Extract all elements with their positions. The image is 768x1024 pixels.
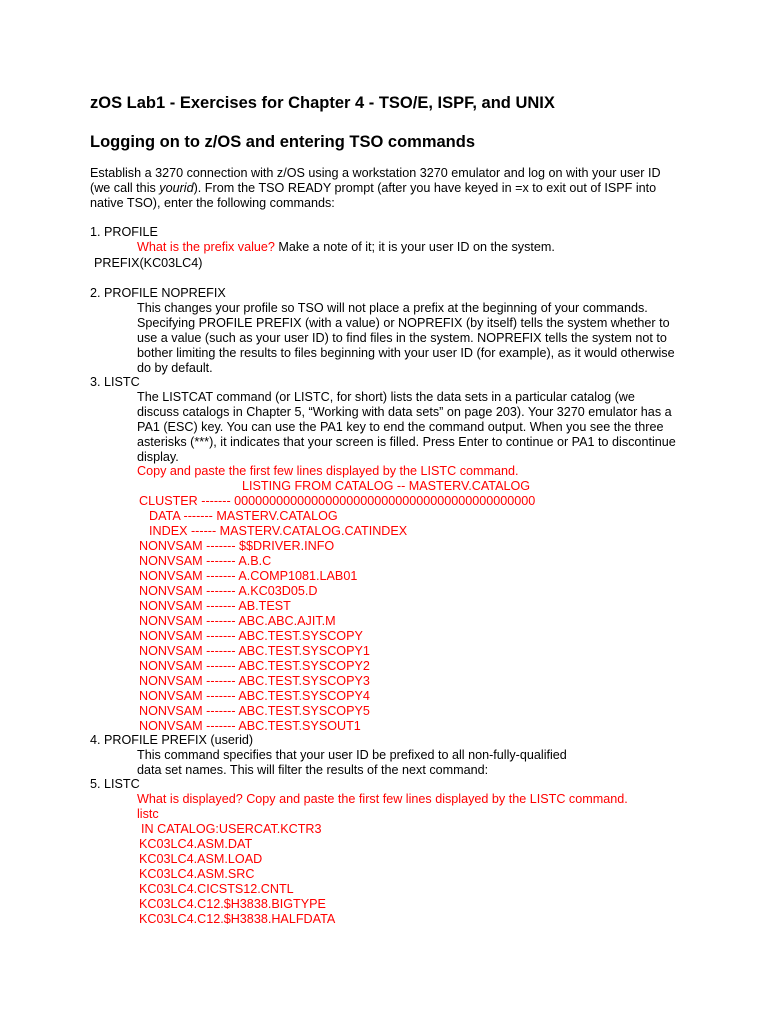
step-4-line: data set names. This will filter the results of the next command:	[137, 763, 489, 777]
dataset-item: KC03LC4.CICSTS12.CNTL	[139, 882, 294, 896]
listing-cluster: CLUSTER ------- 0000000000000000000000000000000000000000000	[139, 494, 536, 508]
step-3-line: discuss catalogs in Chapter 5, “Working with data sets” on page 203). Your 3270 emulator has a	[137, 405, 672, 419]
listing-nonvsam: NONVSAM ------- ABC.TEST.SYSCOPY3	[139, 674, 370, 688]
intro-line-3: native TSO), enter the following commands:	[90, 196, 335, 210]
step-3-heading: 3. LISTC	[90, 375, 140, 389]
listing-nonvsam: NONVSAM ------- AB.TEST	[139, 599, 291, 613]
listing-nonvsam: NONVSAM ------- A.COMP1081.LAB01	[139, 569, 358, 583]
step-5-heading: 5. LISTC	[90, 777, 140, 791]
step-3-instruction: Copy and paste the first few lines displayed by the LISTC command.	[137, 464, 519, 478]
step-2-line: use a value (such as your user ID) to find files in the system. NOPREFIX tells the system not to	[137, 331, 667, 345]
step-4-line: This command specifies that your user ID be prefixed to all non-fully-qualified	[137, 748, 567, 762]
listing-nonvsam: NONVSAM ------- ABC.ABC.AJIT.M	[139, 614, 336, 628]
step-3-line: display.	[137, 450, 179, 464]
step-3-line: asterisks (***), it indicates that your screen is filled. Press Enter to continue or PA1 to discontinue	[137, 435, 676, 449]
step-2-line: Specifying PROFILE PREFIX (with a value) or NOPREFIX (by itself) tells the system whether to	[137, 316, 670, 330]
dataset-item: KC03LC4.C12.$H3838.HALFDATA	[139, 912, 336, 926]
dataset-item: KC03LC4.C12.$H3838.BIGTYPE	[139, 897, 326, 911]
page-title: zOS Lab1 - Exercises for Chapter 4 - TSO/E, ISPF, and UNIX	[90, 94, 555, 112]
dataset-item: KC03LC4.ASM.SRC	[139, 867, 255, 881]
step-5-catalog: IN CATALOG:USERCAT.KCTR3	[141, 822, 322, 836]
listing-nonvsam: NONVSAM ------- ABC.TEST.SYSCOPY1	[139, 644, 370, 658]
step-1-answer: PREFIX(KC03LC4)	[94, 256, 203, 270]
listing-data: DATA ------- MASTERV.CATALOG	[149, 509, 338, 523]
step-3-line: The LISTCAT command (or LISTC, for short) lists the data sets in a particular catalog (we	[137, 390, 635, 404]
listing-nonvsam: NONVSAM ------- ABC.TEST.SYSCOPY4	[139, 689, 370, 703]
step-3-line: PA1 (ESC) key. You can use the PA1 key to end the command output. When you see the three	[137, 420, 664, 434]
listing-nonvsam: NONVSAM ------- A.KC03D05.D	[139, 584, 318, 598]
listing-nonvsam: NONVSAM ------- $$DRIVER.INFO	[139, 539, 335, 553]
step-5-question: What is displayed? Copy and paste the first few lines displayed by the LISTC command.	[137, 792, 628, 806]
step-2-line: bother limiting the results to files beginning with your user ID (for example), as it would otherwise	[137, 346, 675, 360]
listing-index: INDEX ------ MASTERV.CATALOG.CATINDEX	[149, 524, 408, 538]
dataset-item: KC03LC4.ASM.DAT	[139, 837, 253, 851]
listing-heading: LISTING FROM CATALOG -- MASTERV.CATALOG	[242, 479, 531, 493]
listing-nonvsam: NONVSAM ------- A.B.C	[139, 554, 272, 568]
intro-line-1: Establish a 3270 connection with z/OS using a workstation 3270 emulator and log on with your user ID	[90, 166, 661, 180]
listing-nonvsam: NONVSAM ------- ABC.TEST.SYSCOPY	[139, 629, 363, 643]
intro-line-2: (we call this yourid). From the TSO READY prompt (after you have keyed in =x to exit out of ISPF into	[90, 181, 657, 195]
step-4-heading: 4. PROFILE PREFIX (userid)	[90, 733, 254, 747]
step-1-question: What is the prefix value? Make a note of it; it is your user ID on the system.	[137, 240, 555, 254]
step-2-line: do by default.	[137, 361, 213, 375]
yourid-emphasis: yourid	[159, 181, 194, 195]
listing-nonvsam: NONVSAM ------- ABC.TEST.SYSOUT1	[139, 719, 361, 733]
section-heading: Logging on to z/OS and entering TSO commands	[90, 133, 476, 151]
step-5-command: listc	[137, 807, 159, 821]
dataset-item: KC03LC4.ASM.LOAD	[139, 852, 263, 866]
step-2-heading: 2. PROFILE NOPREFIX	[90, 286, 226, 300]
listing-nonvsam: NONVSAM ------- ABC.TEST.SYSCOPY2	[139, 659, 370, 673]
step-2-line: This changes your profile so TSO will not place a prefix at the beginning of your commands.	[137, 301, 648, 315]
step-1-heading: 1. PROFILE	[90, 225, 158, 239]
listing-nonvsam: NONVSAM ------- ABC.TEST.SYSCOPY5	[139, 704, 370, 718]
